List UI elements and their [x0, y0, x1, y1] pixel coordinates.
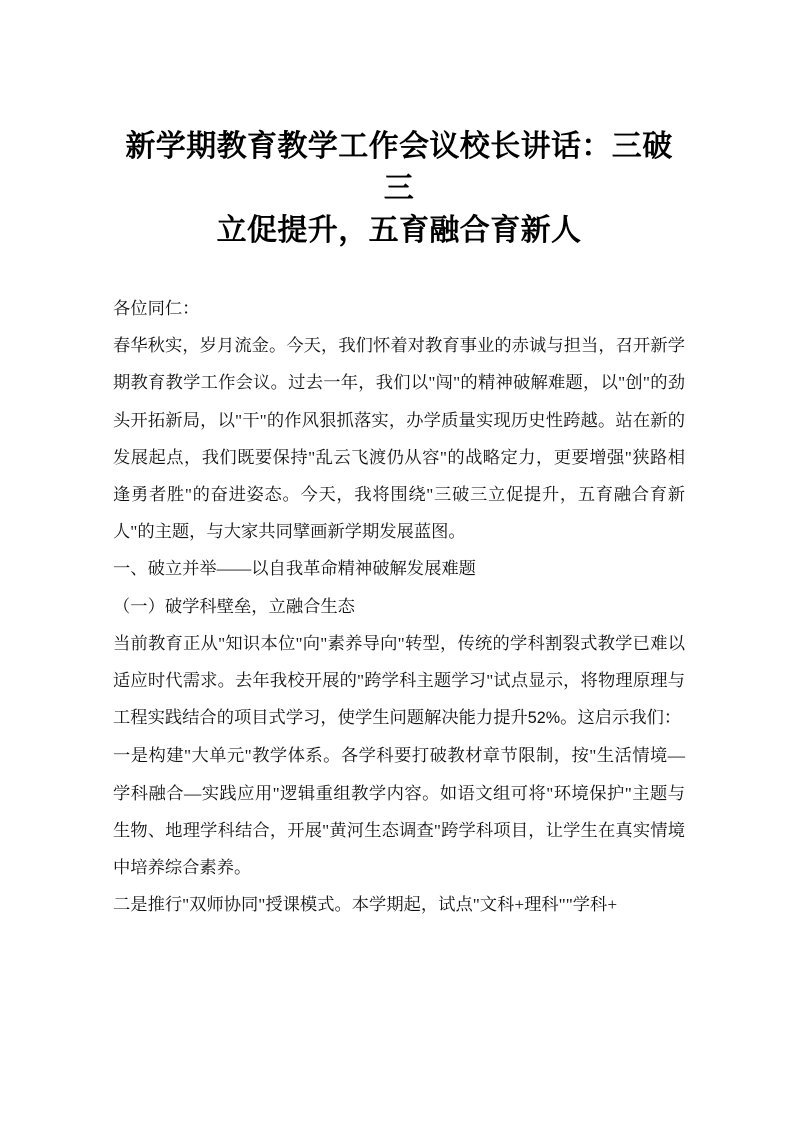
title-line-2: 立促提升，五育融合育新人	[216, 214, 582, 247]
paragraph-subject-barriers	[113, 625, 685, 738]
top-margin-spacer	[113, 0, 685, 126]
paragraph-point-one: 一是构建"大单元"教学体系。各学科要打破教材章节限制，按"生活情境—学科融合—实践应用"逻辑重组教学内容。如语文组可将"环境保护"主题与生物、地理学科结合，开展"黄河生态调查"跨学科项目，让学生在真实情境中培养综合素养。	[113, 746, 685, 878]
statistic-value: 52%	[527, 709, 561, 728]
paragraph-opening: 春华秋实，岁月流金。今天，我们怀着对教育事业的赤诚与担当，召开新学期教育教学工作会议。过去一年，我们以"闯"的精神破解难题，以"创"的劲头开拓新局，以"干"的作风狠抓落实，办学质量实现历史性跨越。站在新的发展起点，我们既要保持"乱云飞渡仍从容"的战略定力，更要增强"狭路相逢勇者胜"的奋进姿态。今天，我将围绕"三破三立促提升，五育融合育新人"的主题，与大家共同擘画新学期发展蓝图。	[113, 336, 685, 542]
heading-section-one: 一、破立并举——以自我革命精神破解发展难题	[113, 559, 476, 579]
document-body	[113, 290, 685, 923]
heading-subsection-one-one: （一）破学科壁垒，立融合生态	[113, 596, 355, 616]
paragraph-salutation: 各位同仁：	[113, 299, 200, 318]
page-content	[113, 0, 685, 923]
title-line-1: 新学期教育教学工作会议校长讲话：三破三	[125, 130, 673, 205]
paragraph-text-after-statistic: 。这启示我们：	[560, 708, 682, 728]
page-title	[113, 126, 685, 252]
paragraph-point-two: 二是推行"双师协同"授课模式。本学期起，试点"文科+理科""学科+	[113, 895, 618, 915]
paragraph-text-before-statistic: 当前教育正从"知识本位"向"素养导向"转型，传统的学科割裂式教学已难以适应时代需求。去年我校开展的"跨学科主题学习"试点显示，将物理原理与工程实践结合的项目式学习，使学生问题解决能力提升	[113, 633, 685, 728]
title-bottom-spacer	[113, 252, 685, 290]
